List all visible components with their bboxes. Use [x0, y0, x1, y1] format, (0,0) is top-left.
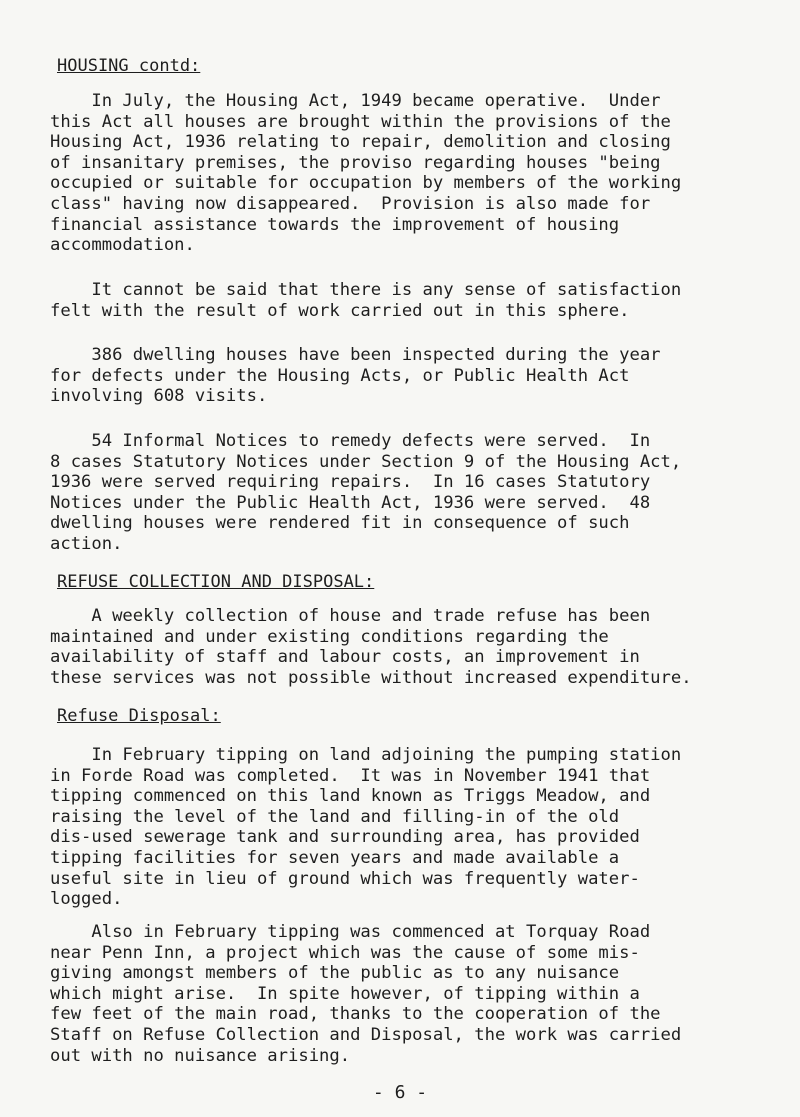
text-line: 386 dwelling houses have been inspected during the year — [50, 345, 661, 365]
text-line: felt with the result of work carried out in this sphere. — [50, 300, 630, 321]
paragraph-satisfaction — [50, 280, 760, 321]
text-line: in Forde Road was completed. It was in November 1941 that — [50, 765, 651, 786]
section-heading-housing: HOUSING contd: — [57, 56, 201, 76]
text-line: dwelling houses were rendered fit in consequence of such — [50, 513, 630, 534]
paragraph-notices — [50, 431, 760, 555]
text-line: which might arise. In spite however, of tipping within a — [50, 983, 640, 1004]
text-line: 1936 were served requiring repairs. In 16 cases Statutory — [50, 472, 651, 493]
text-line: In February tipping on land adjoining the pumping station — [50, 745, 682, 765]
text-line: financial assistance towards the improvement of housing — [50, 214, 620, 235]
text-line: for defects under the Housing Acts, or Public Health Act — [50, 365, 630, 386]
paragraph-inspections — [50, 345, 760, 407]
text-line: A weekly collection of house and trade refuse has been — [50, 606, 651, 626]
text-line: accommodation. — [50, 235, 195, 256]
text-line: Housing Act, 1936 relating to repair, demolition and closing — [50, 132, 671, 153]
text-line: raising the level of the land and filling-in of the old — [50, 806, 620, 827]
paragraph-tipping-forde-road — [50, 745, 760, 910]
text-line: Staff on Refuse Collection and Disposal, the work was carried — [50, 1024, 682, 1045]
text-line: availability of staff and labour costs, an improvement in — [50, 647, 640, 668]
section-heading-refuse: REFUSE COLLECTION AND DISPOSAL: — [57, 572, 375, 592]
paragraph-refuse-collection — [50, 606, 760, 688]
text-line: useful site in lieu of ground which was frequently water- — [50, 868, 640, 889]
text-line: these services was not possible without increased expenditure. — [50, 667, 692, 688]
text-line: few feet of the main road, thanks to the cooperation of the — [50, 1004, 661, 1025]
text-line: action. — [50, 533, 123, 554]
text-line: giving amongst members of the public as to any nuisance — [50, 963, 620, 984]
paragraph-housing-act — [50, 91, 760, 256]
text-line: In July, the Housing Act, 1949 became operative. Under — [50, 91, 661, 111]
text-line: out with no nuisance arising. — [50, 1045, 351, 1066]
text-line: tipping commenced on this land known as Triggs Meadow, and — [50, 786, 651, 807]
page-number: - 6 - — [372, 1082, 428, 1103]
text-line: Notices under the Public Health Act, 1936 were served. 48 — [50, 492, 651, 513]
text-line: class" having now disappeared. Provision is also made for — [50, 193, 651, 214]
text-line: involving 608 visits. — [50, 386, 268, 407]
text-line: logged. — [50, 889, 123, 910]
text-line: dis-used sewerage tank and surrounding area, has provided — [50, 827, 640, 848]
text-line: maintained and under existing conditions regarding the — [50, 626, 609, 647]
text-line: occupied or suitable for occupation by members of the working — [50, 173, 682, 194]
text-line: It cannot be said that there is any sense of satisfaction — [50, 280, 682, 300]
subheading-refuse-disposal: Refuse Disposal: — [57, 706, 221, 726]
text-line: tipping facilities for seven years and made available a — [50, 847, 620, 868]
text-line: 8 cases Statutory Notices under Section 9 of the Housing Act, — [50, 451, 682, 472]
text-line: Also in February tipping was commenced at Torquay Road — [50, 922, 651, 942]
text-line: this Act all houses are brought within the provisions of the — [50, 111, 671, 132]
text-line: of insanitary premises, the proviso regarding houses "being — [50, 152, 661, 173]
paragraph-tipping-torquay-road — [50, 922, 760, 1066]
text-line: near Penn Inn, a project which was the cause of some mis- — [50, 942, 640, 963]
text-line: 54 Informal Notices to remedy defects were served. In — [50, 431, 651, 451]
